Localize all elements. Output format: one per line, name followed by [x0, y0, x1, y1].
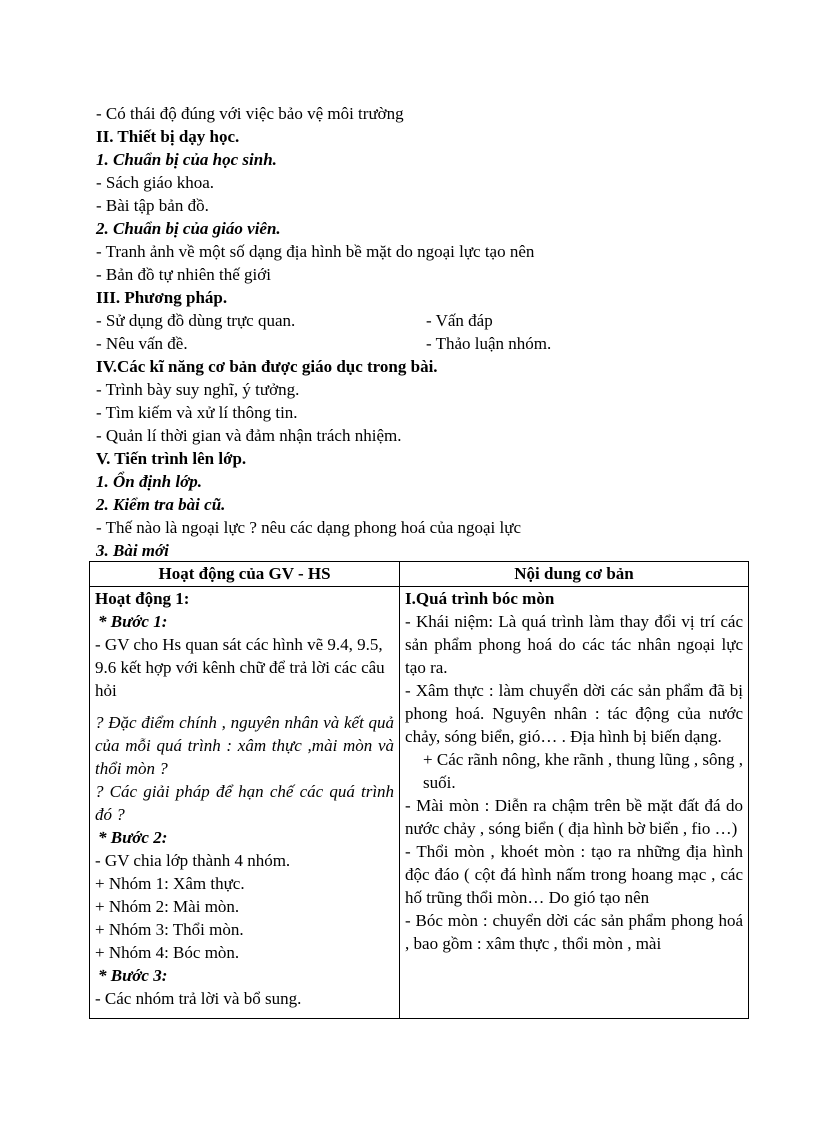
- activities-cell: [90, 587, 400, 1019]
- students-prep-heading: 1. Chuẩn bị của học sinh.: [96, 150, 277, 169]
- discussion-question: ? Các giải pháp để hạn chế các quá trình đó ?: [95, 782, 395, 824]
- method-item: - Sử dụng đồ dùng trực quan.: [96, 311, 296, 330]
- teacher-prep-heading: 2. Chuẩn bị của giáo viên.: [96, 219, 281, 238]
- group-item: + Nhóm 4: Bóc mòn.: [95, 943, 240, 962]
- discussion-question: ? Đặc điểm chính , nguyên nhân và kết quả của mỗi quá trình : xâm thực ,mài mòn và thổi mòn ?: [95, 713, 395, 778]
- content-paragraph: - Bóc mòn : chuyển dời các sản phẩm phong hoá , bao gồm : xâm thực , thổi mòn , mài: [405, 911, 743, 953]
- step-text: - GV cho Hs quan sát các hình vẽ 9.4, 9.5, 9.6 kết hợp với kênh chữ để trả lời các câu hỏi: [95, 635, 385, 700]
- step-2-heading: 2. Kiểm tra bài cũ.: [96, 495, 226, 514]
- content-cell: [400, 587, 749, 1019]
- section-5-heading: V. Tiến trình lên lớp.: [96, 449, 247, 468]
- col-header-content: Nội dung cơ bản: [400, 562, 749, 587]
- list-item: - Bài tập bản đồ.: [96, 196, 209, 215]
- group-item: + Nhóm 3: Thổi mòn.: [95, 920, 244, 939]
- step-text: - Các nhóm trả lời và bổ sung.: [95, 989, 302, 1008]
- content-paragraph: - Xâm thực : làm chuyển dời các sản phẩm đã bị phong hoá. Nguyên nhân : tác động của nước chảy, sóng biển, gió… . Địa hình bị biến dạng.: [405, 681, 743, 746]
- group-item: + Nhóm 2: Mài mòn.: [95, 897, 240, 916]
- table-header-row: [90, 562, 749, 587]
- content-paragraph: - Thổi mòn , khoét mòn : tạo ra những địa hình độc đáo ( cột đá hình nấm trong hoang mạc , các hố trũng thổi mòn… Do gió tạo nên: [405, 842, 743, 907]
- list-item: - Bản đồ tự nhiên thế giới: [96, 265, 271, 284]
- activity-heading: Hoạt động 1:: [95, 589, 190, 608]
- step-label: * Bước 1:: [98, 612, 168, 631]
- section-3-heading: III. Phương pháp.: [96, 288, 228, 307]
- step-3-heading: 3. Bài mới: [96, 541, 169, 560]
- step-1-heading: 1. Ổn định lớp.: [96, 472, 202, 491]
- list-item: - Tìm kiếm và xử lí thông tin.: [96, 403, 298, 422]
- content-heading: I.Quá trình bóc mòn: [405, 589, 555, 608]
- section-2-heading: II. Thiết bị dạy học.: [96, 127, 240, 146]
- content-paragraph: + Các rãnh nông, khe rãnh , thung lũng , sông , suối.: [423, 750, 743, 792]
- methods-row: [96, 310, 656, 332]
- method-item: - Nêu vấn đề.: [96, 334, 188, 353]
- review-question: - Thế nào là ngoại lực ? nêu các dạng phong hoá của ngoại lực: [96, 518, 522, 537]
- list-item: - Quản lí thời gian và đảm nhận trách nhiệm.: [96, 426, 402, 445]
- list-item: - Tranh ảnh về một số dạng địa hình bề mặt do ngoại lực tạo nên: [96, 242, 535, 261]
- content-paragraph: - Khái niệm: Là quá trình làm thay đổi vị trí các sản phẩm phong hoá do các tác nhân ngoại lực tạo ra.: [405, 612, 743, 677]
- group-item: + Nhóm 1: Xâm thực.: [95, 874, 245, 893]
- methods-row: [96, 333, 656, 355]
- step-text: - GV chia lớp thành 4 nhóm.: [95, 851, 291, 870]
- method-item: - Thảo luận nhóm.: [426, 334, 552, 353]
- section-4-heading: IV.Các kĩ năng cơ bản được giáo dục trong bài.: [96, 357, 438, 376]
- lesson-table: [89, 561, 749, 1019]
- step-label: * Bước 3:: [98, 966, 168, 985]
- attitude-line: - Có thái độ đúng với việc bảo vệ môi trường: [96, 104, 404, 123]
- list-item: - Trình bày suy nghĩ, ý tưởng.: [96, 380, 300, 399]
- content-paragraph: - Mài mòn : Diễn ra chậm trên bề mặt đất đá do nước chảy , sóng biển ( địa hình bờ biển , fio …): [405, 796, 743, 838]
- step-label: * Bước 2:: [98, 828, 168, 847]
- col-header-activities: Hoạt động của GV - HS: [90, 562, 400, 587]
- list-item: - Sách giáo khoa.: [96, 173, 215, 192]
- method-item: - Vấn đáp: [426, 311, 493, 330]
- table-row: [90, 587, 749, 1019]
